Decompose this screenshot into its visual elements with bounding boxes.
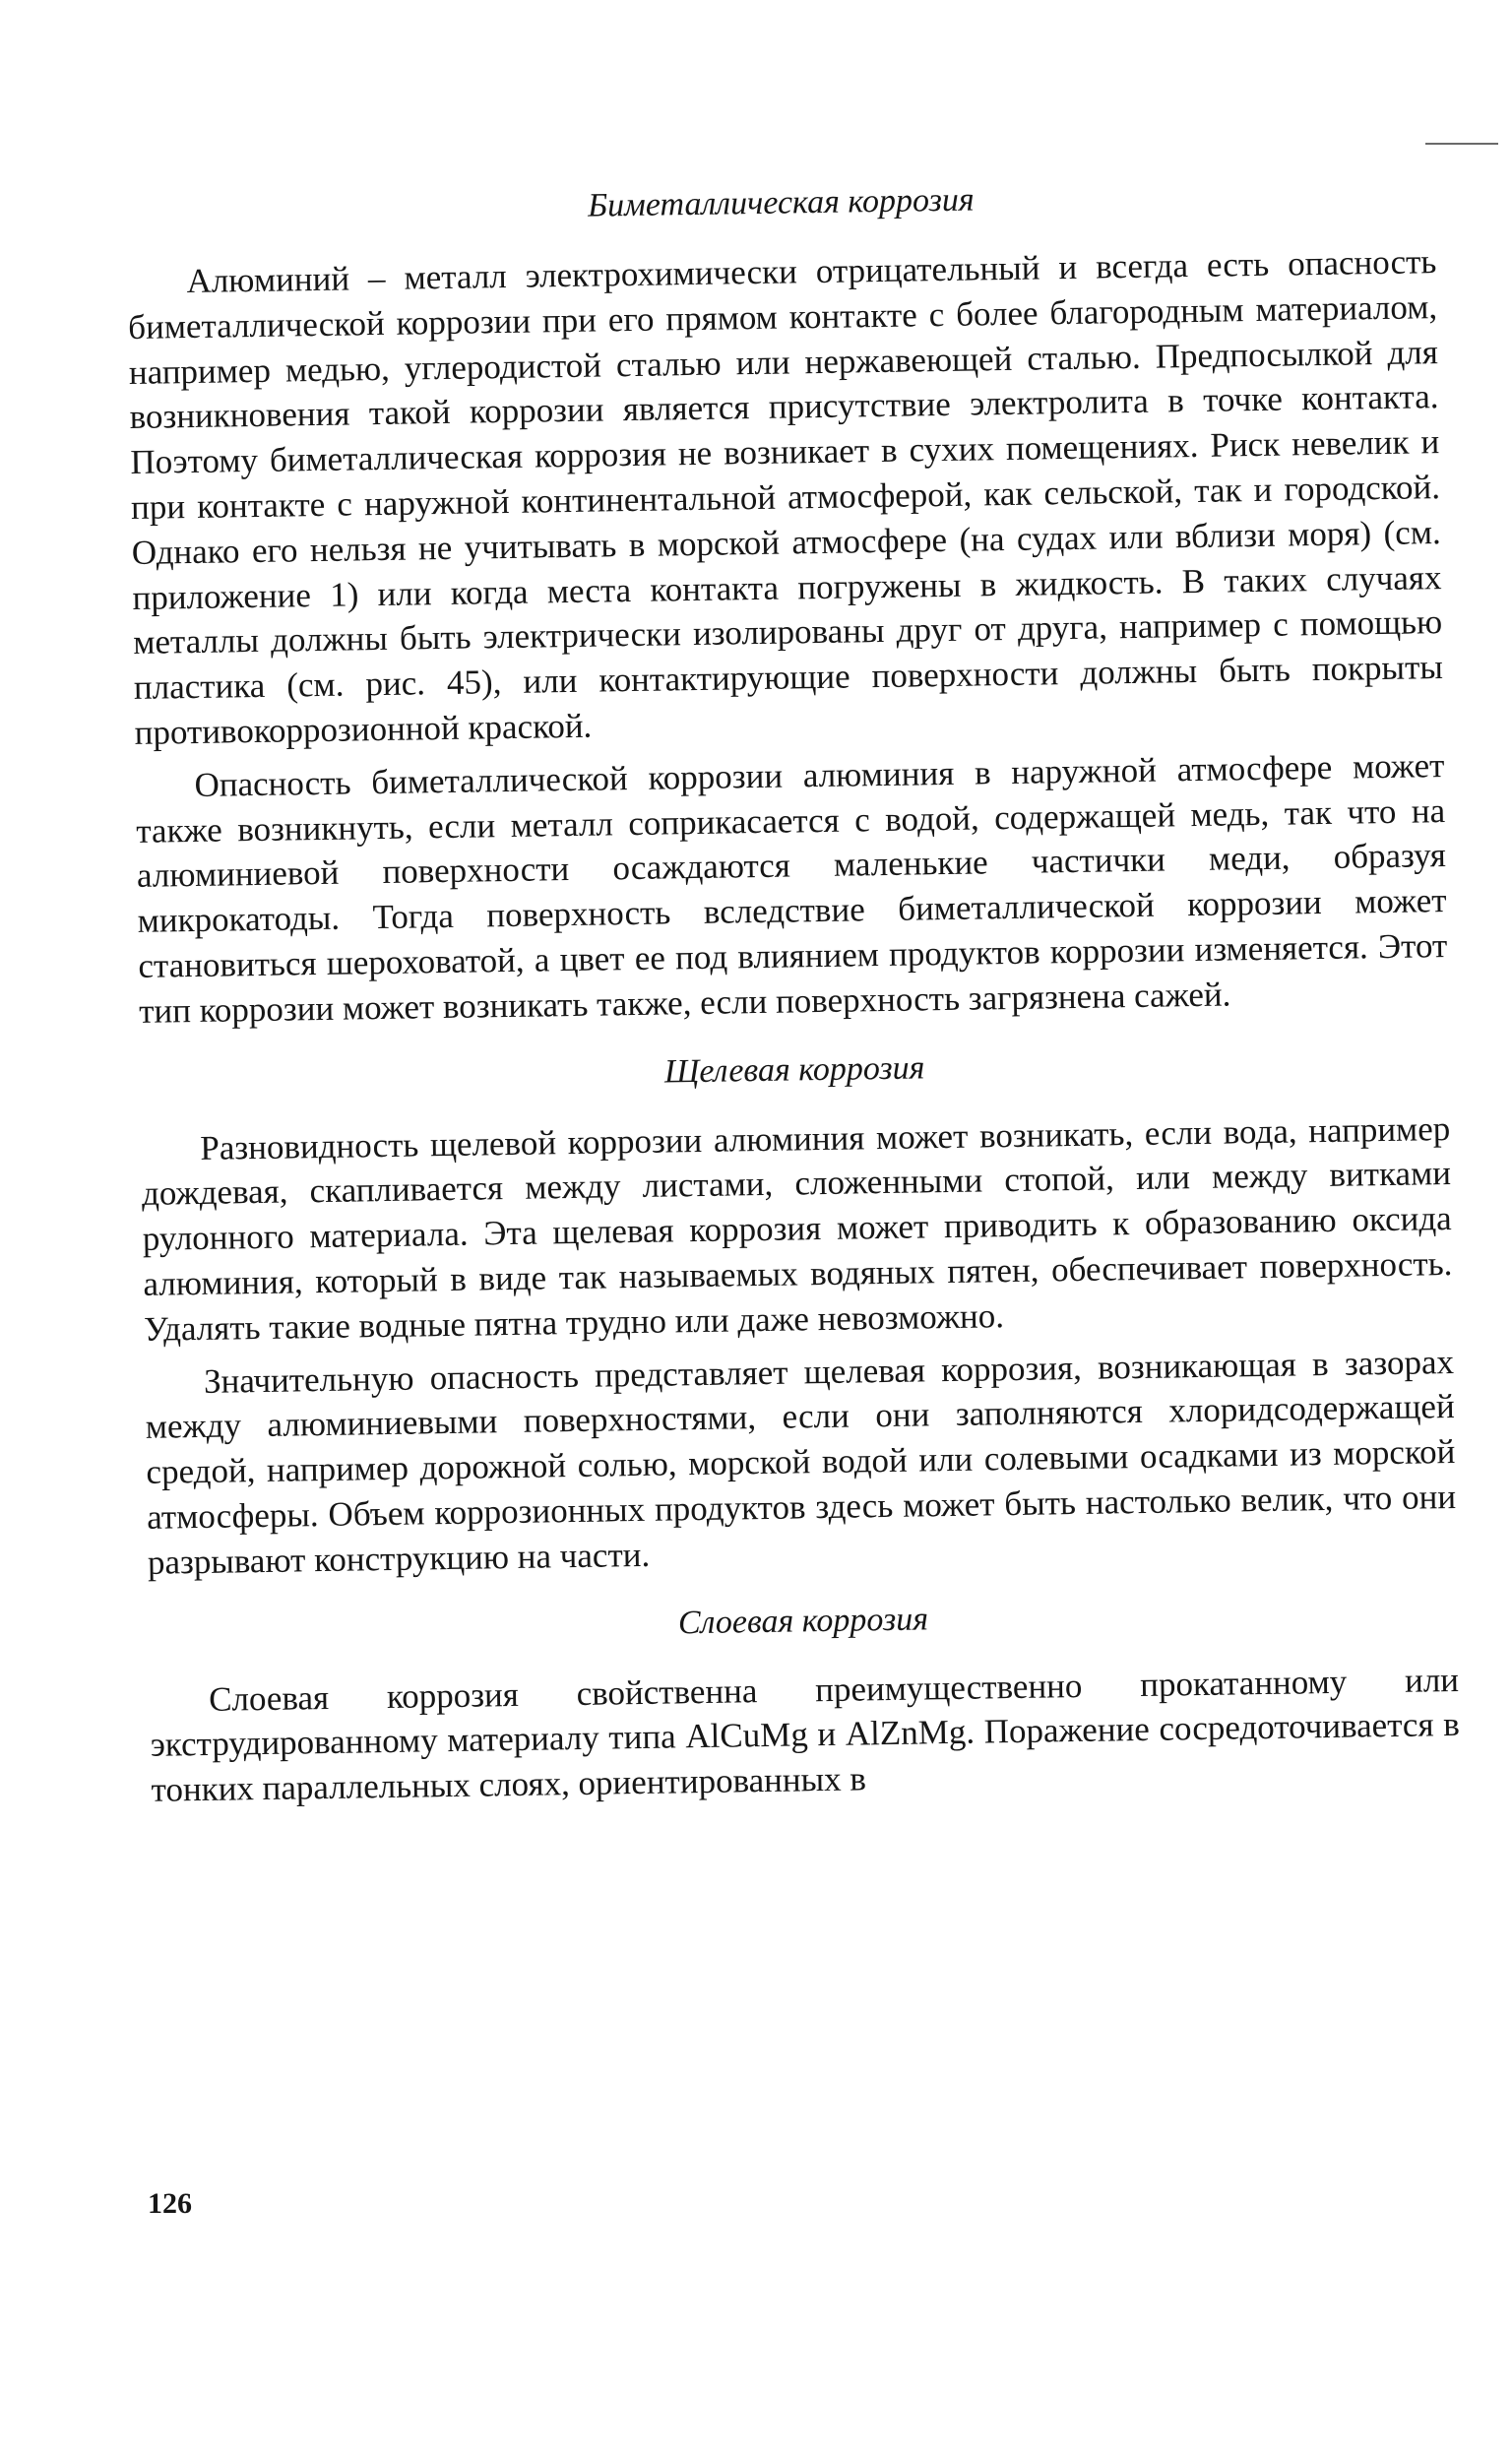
section-heading-layer: Слоевая коррозия: [677, 1600, 929, 1641]
paragraph: Алюминий – металл электрохимически отрицательный и всегда есть опасность биметаллической коррозии при его прямом контакте с более благородным материалом, например медью, углеродистой сталью или нержавеющей сталью. Предпосылкой для возникновения такой коррозии является присутствие электролита в точке контакта. Поэтому биметаллическая коррозия не возникает в сухих помещениях. Риск невелик и при контакте с наружной континентальной атмосферой, как сельской, так и городской. Однако его нельзя не учитывать в морской атмосфере (на судах или вблизи моря) (см. приложение 1) или когда места контакта погружены в жидкость. В таких случаях металлы должны быть электрически изолированы друг от друга, например с помощью пластика (см. рис. 45), или контактирующие поверхности должны быть покрыты противокоррозионной краской.: [127, 242, 1444, 752]
text-block: [126, 166, 1461, 1813]
section-heading-bimetallic: Биметаллическая коррозия: [587, 181, 975, 224]
paragraph: Слоевая коррозия свойственна преимущественно прокатанному или экструдированному материалу типа AlCuMg и AlZnMg. Поражение сосредоточивается в тонких параллельных слоях, ориентированных в: [150, 1660, 1461, 1809]
paragraph: Значительную опасность представляет щелевая коррозия, возникающая в зазорах между алюминиевыми поверхностями, если они заполняются хлоридсодержащей средой, например дорожной солью, морской водой или солевыми осадками из морской атмосферы. Объем коррозионных продуктов здесь может быть настолько велик, что они разрывают конструкцию на части.: [145, 1342, 1457, 1582]
paragraph: Опасность биметаллической коррозии алюминия в наружной атмосфере может также возникнуть, если металл соприкасается с водой, содержащей медь, так что на алюминиевой поверхности осаждаются маленькие частички меди, образуя микрокатоды. Тогда поверхность вследствие биметаллической коррозии может становиться шероховатой, а цвет ее под влиянием продуктов коррозии изменяется. Этот тип коррозии может возникать также, если поверхность загрязнена сажей.: [135, 745, 1448, 1031]
page-number: 126: [148, 2187, 192, 2220]
section-heading-crevice: Щелевая коррозия: [663, 1048, 925, 1091]
header-rule: [1425, 143, 1498, 145]
paragraph: Разновидность щелевой коррозии алюминия может возникать, если вода, например дождевая, скапливается между листами, сложенными стопой, или между витками рулонного материала. Эта щелевая коррозия может приводить к образованию оксида алюминия, который в виде так называемых водяных пятен, обеспечивает поверхность. Удалять такие водные пятна трудно или даже невозможно.: [141, 1108, 1453, 1349]
